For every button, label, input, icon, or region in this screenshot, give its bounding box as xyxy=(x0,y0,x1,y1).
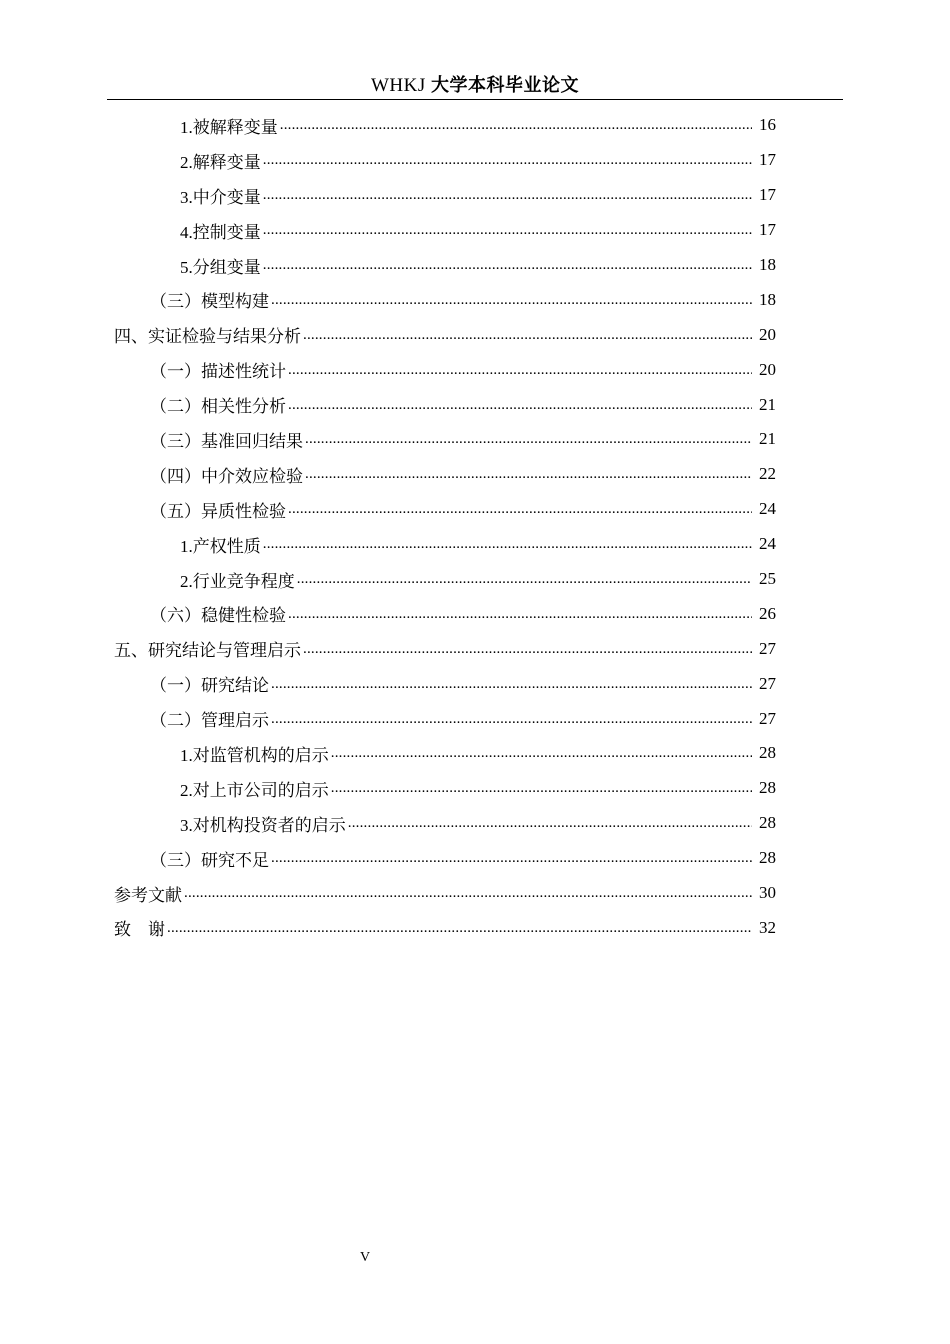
toc-entry[interactable] xyxy=(180,806,776,841)
toc-entry-page: 18 xyxy=(759,255,776,274)
toc-entry[interactable] xyxy=(150,422,776,457)
toc-entry-page: 28 xyxy=(759,848,776,868)
toc-entry-page: 21 xyxy=(759,429,776,449)
page-number: V xyxy=(359,1250,371,1265)
toc-entry[interactable] xyxy=(180,248,776,283)
toc-dot-leader xyxy=(263,534,752,554)
toc-entry-label: 1.对监管机构的启示 xyxy=(180,745,329,765)
toc-entry[interactable] xyxy=(150,282,776,317)
toc-dot-leader xyxy=(331,743,752,763)
toc-entry-page: 27 xyxy=(759,638,776,658)
toc-entry-page: 17 xyxy=(759,150,776,170)
toc-entry-page: 16 xyxy=(759,115,776,135)
toc-entry[interactable] xyxy=(150,492,776,527)
toc-entry-page: 27 xyxy=(759,673,776,693)
toc-entry[interactable] xyxy=(150,387,776,422)
toc-dot-leader xyxy=(303,325,752,345)
toc-entry[interactable] xyxy=(150,701,776,736)
toc-entry-label: 2.对上市公司的启示 xyxy=(180,780,329,800)
toc-entry[interactable] xyxy=(150,841,776,876)
toc-entry-label: 四、实证检验与结果分析 xyxy=(114,327,301,347)
toc-entry-page: 28 xyxy=(759,813,776,833)
toc-entry[interactable] xyxy=(180,178,776,213)
toc-dot-leader xyxy=(348,813,752,833)
toc-dot-leader xyxy=(305,429,752,449)
toc-dot-leader xyxy=(303,639,752,659)
toc-entry-label: 致 谢 xyxy=(114,920,165,940)
toc-dot-leader xyxy=(297,569,752,589)
toc-entry-label: （二）相关性分析 xyxy=(150,397,286,417)
toc-entry-label: 1.产权性质 xyxy=(180,536,261,556)
toc-entry-label: （三）基准回归结果 xyxy=(150,431,303,451)
toc-dot-leader xyxy=(288,360,752,380)
toc-entry-page: 24 xyxy=(759,534,776,554)
toc-entry[interactable] xyxy=(114,876,776,911)
toc-entry-label: 五、研究结论与管理启示 xyxy=(114,641,301,661)
toc-entry-label: 3.中介变量 xyxy=(180,187,261,207)
toc-entry-page: 22 xyxy=(759,464,776,484)
toc-entry[interactable] xyxy=(180,108,776,143)
toc-entry[interactable] xyxy=(150,596,776,631)
header-title: 大学本科毕业论文 xyxy=(431,75,580,96)
toc-dot-leader xyxy=(331,778,752,798)
toc-dot-leader xyxy=(271,848,752,868)
toc-entry-page: 20 xyxy=(759,359,776,379)
toc-entry[interactable] xyxy=(150,457,776,492)
toc-entry-label: （五）异质性检验 xyxy=(150,501,286,521)
toc-entry-page: 21 xyxy=(759,394,776,414)
header-brand: WHKJ xyxy=(370,75,426,96)
toc-entry-label: 参考文献 xyxy=(114,885,182,905)
toc-entry-label: （一）描述性统计 xyxy=(150,362,286,382)
toc-entry-label: 3.对机构投资者的启示 xyxy=(180,815,346,835)
toc-dot-leader xyxy=(263,185,752,205)
page-header xyxy=(107,73,843,99)
toc-entry-label: 5.分组变量 xyxy=(180,257,261,277)
toc-entry[interactable] xyxy=(114,910,776,945)
toc-dot-leader xyxy=(271,290,752,310)
toc-entry[interactable] xyxy=(150,352,776,387)
toc-entry-page: 28 xyxy=(759,778,776,798)
toc-entry-label: （三）模型构建 xyxy=(150,292,269,312)
toc-entry[interactable] xyxy=(180,771,776,806)
toc-entry-label: （六）稳健性检验 xyxy=(150,606,286,626)
toc-entry-label: 1.被解释变量 xyxy=(180,117,278,137)
header-divider xyxy=(107,99,843,100)
toc-entry[interactable] xyxy=(150,666,776,701)
toc-entry[interactable] xyxy=(180,527,776,562)
toc-entry-page: 25 xyxy=(759,569,776,589)
toc-entry[interactable] xyxy=(180,143,776,178)
toc-dot-leader xyxy=(184,883,752,903)
toc-dot-leader xyxy=(263,150,752,170)
toc-entry-label: （一）研究结论 xyxy=(150,676,269,696)
toc-entry-label: （二）管理启示 xyxy=(150,711,269,731)
toc-entry-label: 4.控制变量 xyxy=(180,222,261,242)
toc-entry-label: （四）中介效应检验 xyxy=(150,466,303,486)
toc-dot-leader xyxy=(288,499,752,519)
toc-entry[interactable] xyxy=(180,736,776,771)
toc-dot-leader xyxy=(263,220,752,240)
toc-dot-leader xyxy=(271,709,752,729)
table-of-contents xyxy=(0,108,950,945)
toc-entry-page: 17 xyxy=(759,185,776,205)
toc-dot-leader xyxy=(263,255,752,275)
toc-entry-page: 30 xyxy=(759,883,776,903)
toc-dot-leader xyxy=(280,115,752,135)
toc-dot-leader xyxy=(305,464,752,484)
toc-entry-page: 17 xyxy=(759,220,776,240)
toc-entry-label: 2.行业竞争程度 xyxy=(180,571,295,591)
toc-entry-page: 24 xyxy=(759,499,776,519)
toc-entry-label: 2.解释变量 xyxy=(180,152,261,172)
toc-dot-leader xyxy=(167,918,752,938)
toc-entry[interactable] xyxy=(114,317,776,352)
toc-entry-page: 26 xyxy=(759,603,776,623)
toc-entry-page: 18 xyxy=(759,289,776,309)
toc-entry-page: 20 xyxy=(759,324,776,344)
toc-entry-page: 27 xyxy=(759,708,776,728)
toc-entry[interactable] xyxy=(180,562,776,597)
toc-entry[interactable] xyxy=(114,631,776,666)
toc-dot-leader xyxy=(271,674,752,694)
toc-dot-leader xyxy=(288,604,752,624)
toc-entry-page: 28 xyxy=(759,743,776,763)
toc-entry-page: 32 xyxy=(759,917,776,937)
toc-entry-label: （三）研究不足 xyxy=(150,850,269,870)
toc-entry[interactable] xyxy=(180,213,776,248)
toc-dot-leader xyxy=(288,395,752,415)
